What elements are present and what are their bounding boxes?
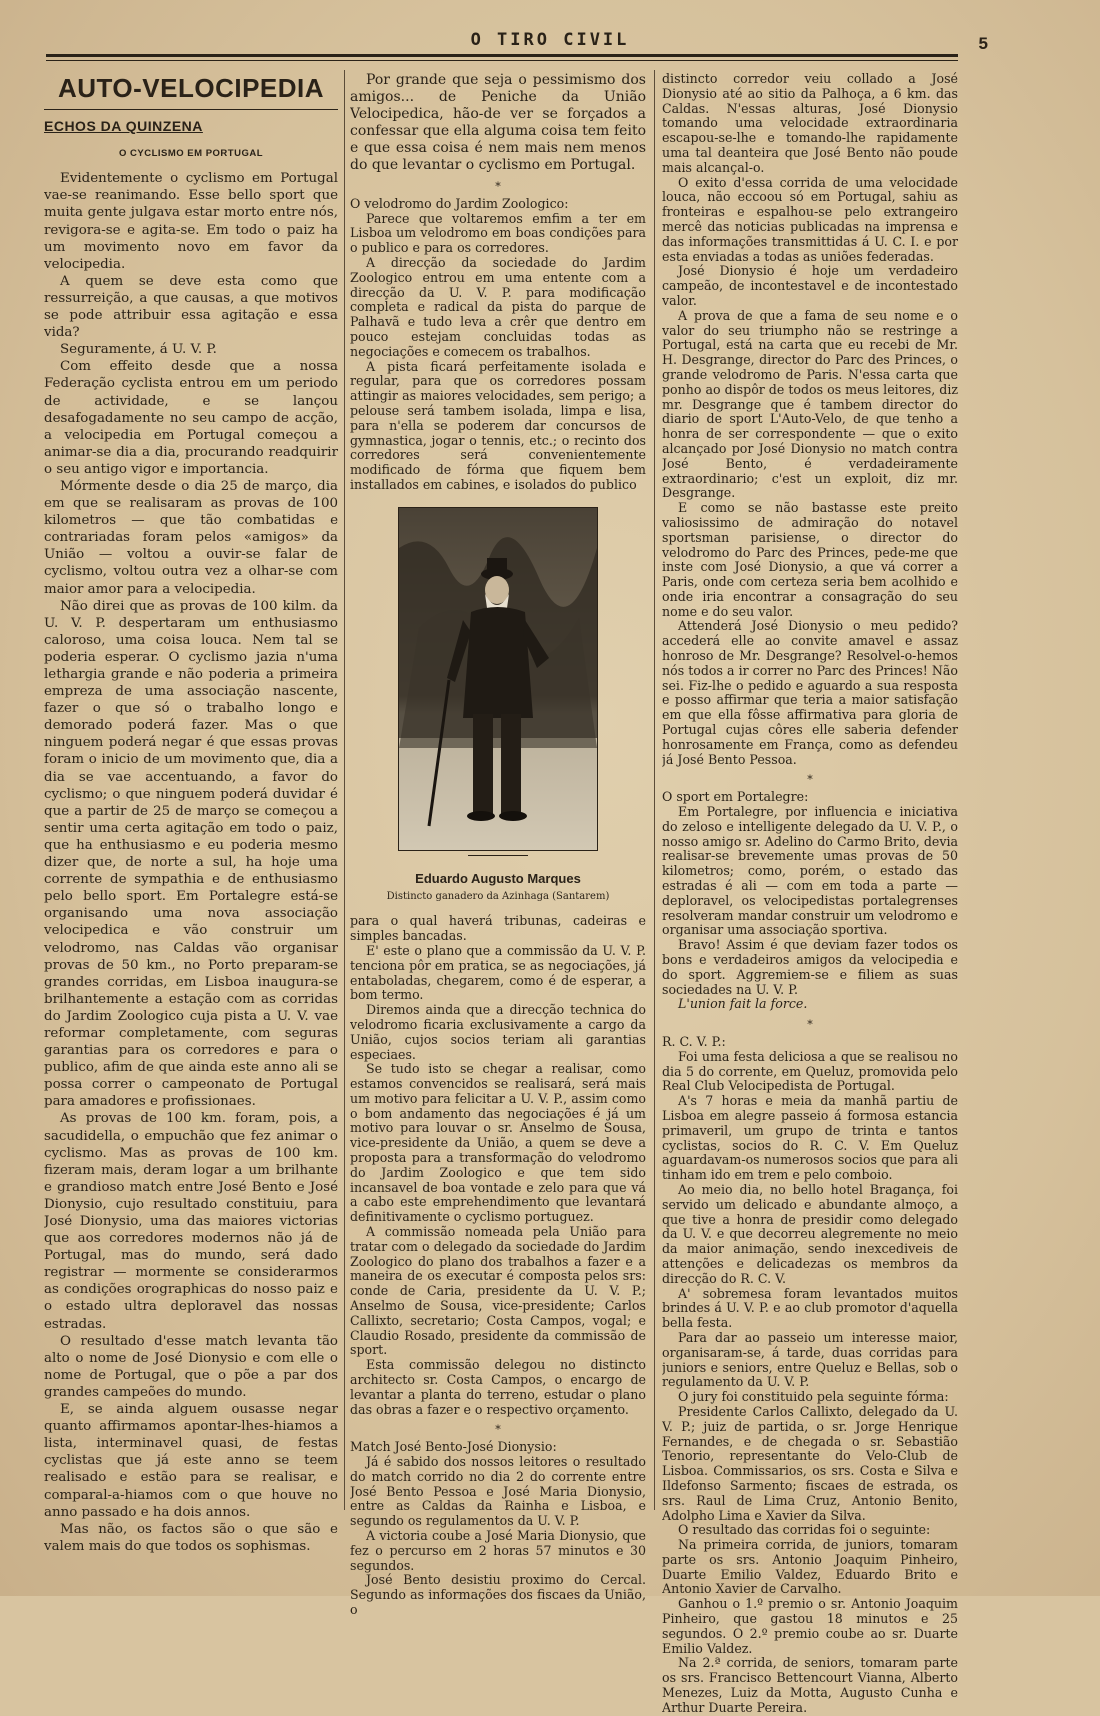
paragraph: A's 7 horas e meia da manhã partiu de Lisboa em alegre passeio á formosa estancia primaveril, um grupo de trinta e tantos cyclistas, socios do R. C. V. Em Queluz aguardavam-os numerosos socios que para ali tinham ido em trem e pelo comboio. [662,1093,958,1183]
paragraph: distincto corredor veiu collado a José Dionysio até ao sitio da Palhoça, a 6 km. das Caldas. N'essas alturas, José Dionysio tomando uma velocidade extraordinaria escapou-se-lhe e tomando-lhe rapidamente uma tal deanteira que José Bento não poude mais alcançal-o. [662,72,958,175]
paragraph: Parece que voltaremos emfim a ter em Lisboa um velodromo em boas condições para o publico e para os corredores. [350,210,646,256]
paragraph: Diremos ainda que a direcção technica do velodromo ficaria exclusivamente a cargo da União, cujos socios teriam ali garantias especiaes. [350,1002,646,1062]
running-title: O TIRO CIVIL [470,30,630,50]
section-heading: ECHOS DA QUINZENA [44,118,203,135]
paragraph: Já é sabido dos nossos leitores o resultado do match corrido no dia 2 do corrente entre José Bento Pessoa e José Maria Dionysio, entre as Caldas da Rainha e Lisboa, e segundo os regulamentos da U. V. P. [350,1454,646,1529]
paragraph: A pista ficará perfeitamente isolada e regular, para que os corredores possam attingir as maiores velocidades, sem perigo; a pelouse será tambem isolada, limpa e lisa, para n'ella se poderem dar concursos de gymnastica, jogar o tennis, etc.; o recinto dos corredores será convenientemente modificado de fórma que fiquem bem installados em cabines, e isolados do publico [350,358,646,492]
paragraph: Foi uma festa deliciosa a que se realisou no dia 5 do corrente, em Queluz, promovida pelo Real Club Velocipedista de Portugal. [662,1048,958,1094]
paragraph: Para dar ao passeio um interesse maior, organisaram-se, á tarde, duas corridas para juniors e seniors, entre Queluz e Bellas, sob o regulamento da U. V. P. [662,1329,958,1390]
title-rule [44,109,338,110]
portrait-photo [398,507,598,851]
paragraph: Na primeira corrida, de juniors, tomaram parte os srs. Antonio Joaquim Pinheiro, Duarte Emilio Valdez, Eduardo Brito e Antonio Xavier de Carvalho. [662,1537,958,1597]
paragraph: Em Portalegre, por influencia e iniciativa do zeloso e intelligente delegado da U. V. P., o nosso amigo sr. Adelino do Carmo Brito, devia realisar-se brevemente umas provas de 50 kilometros; como, porém, o estado das estradas é ali — com em toda a parte — deploravel, os velocipedistas portalegrenses resolveram mandar construir um velodromo e organisar uma associação sportiva. [662,804,958,938]
motto: L'union fait la force. [678,996,808,1012]
lead-paragraph: Por grande que seja o pessimismo dos amigos... de Peniche da União Velocipedica, hão-de ver se forçados a confessar que ella alguma coisa tem feito e que essa coisa é nem mais nem menos do que levantar o cyclismo em Portugal. [350,72,646,173]
paragraph: E' este o plano que a commissão da U. V. P. tenciona pôr em pratica, se as negociações, já entaboladas, chegarem, como é de esperar, a bom termo. [350,942,646,1003]
subsection-heading: O CYCLISMO EM PORTUGAL [119,148,263,160]
paragraph: A' sobremesa foram levantados muitos brindes á U. V. P. e ao club promotor d'aquella bella festa. [662,1285,958,1331]
paragraph: Mas não, os factos são o que são e valem mais do que todos os sophismas. [44,1521,338,1554]
paragraph: Mórmente desde o dia 25 de março, dia em que se realisaram as provas de 100 kilometros — que tão combatidas e contrariadas foram pelos «amigos» da União — voltou a ouvir-se falar de cyclismo, voltou outra vez a olhar-se com maior amor para a velocipedia. [44,478,338,597]
column-divider [654,70,655,1510]
subheading: O velodromo do Jardim Zoologico: [350,195,569,211]
paragraph: para o qual haverá tribunas, cadeiras e simples bancadas. [350,913,646,944]
header-rule-thick [46,54,958,57]
column-3 [662,72,958,1716]
paragraph: As provas de 100 km. foram, pois, a sacudidella, o empuchão que fez animar o cyclismo. Mas as provas de 100 km. fizeram mais, deram logar a um brilhante e grandioso match entre José Bento e José Dionysio, cujo resultado constituiu, para José Dionysio, uma das maiores victorias que aos corredores modernos não já de Portugal, mas do mundo, será dado registrar — mormente se considerarmos as condições orographicas do nosso paiz e o estado ultra deploravel das nossas estradas. [44,1111,338,1332]
subheading: O sport em Portalegre: [662,789,809,805]
section-separator: * [495,180,501,193]
paragraph: O jury foi constituido pela seguinte fórma: [678,1389,949,1405]
paragraph: E, se ainda alguem ousasse negar quanto affirmamos apontar-lhes-hiamos a lista, interminavel quasi, de festas cyclistas que já este anno se teem realisado e estão para se realisar, e comparal-a-hiamos com o que houve no anno passado e ha dois annos. [44,1402,338,1520]
header-rule-thin [46,60,958,61]
paragraph: Na 2.ª corrida, de seniors, tomaram parte os srs. Francisco Bettencourt Vianna, Alberto Menezes, Luiz da Motta, Augusto Cunha e Arthur Duarte Pereira. [662,1655,958,1715]
section-separator: * [495,1423,501,1437]
paragraph: Com effeito desde que a nossa Federação cyclista entrou em um periodo de actividade, e se lançou desafogadamente no seu campo de acção, a velocipedia em Portugal começou a animar-se dia a dia, procurando readquirir o seu antigo vigor e importancia. [44,359,338,477]
subheading: Match José Bento-José Dionysio: [350,1439,557,1455]
paragraph: A prova de que a fama de seu nome e o valor do seu triumpho não se restringe a Portugal, está na carta que eu recebi de Mr. H. Desgrange, director do Parc des Princes, o grande velodromo de Paris. N'essa carta que ponho ao dispôr de todos os meus leitores, diz mr. Desgrange que é tambem director do diario de sport L'Auto-Velo, de que tenho a honra de ser correspondente — que o exito alcançado por José Dionysio no match contra José Bento, é verdadeiramente extraordinario; c'est un exploit, diz mr. Desgrange. [662,307,958,501]
paragraph: José Dionysio é hoje um verdadeiro campeão, de incontestavel e de incontestado valor. [662,263,958,308]
paragraph: Seguramente, á U. V. P. [60,342,217,358]
subheading: R. C. V. P.: [662,1034,726,1049]
section-separator: * [807,773,813,787]
portrait-figure [398,507,598,856]
paragraph: E como se não bastasse este preito valiosissimo de admiração do notavel sportsman parisiense, o director do velodromo do Parc des Princes, pede-me que inste com José Dionysio, a que vá correr a Paris, onde com certeza seria bem acolhido e onde iria encontrar a consagração do seu nome e do seu valor. [662,500,958,619]
column-1 [44,72,338,1555]
paragraph: Presidente Carlos Callixto, delegado da U. V. P.; juiz de partida, o sr. Jorge Henrique Fernandes, e de chegada o sr. Sebastião Tenorio, representante do Velo-Club de Lisboa. Commissarios, os srs. Costa e Silva e Ildefonso Sarmento; fiscaes de estrada, os srs. Raul de Lima Cruz, Antonio Benito, Adolpho Lima e Xavier da Silva. [662,1403,958,1523]
paragraph: Bravo! Assim é que deviam fazer todos os bons e verdadeiros amigos da velocipedia e do sport. Aggremiem-se e filiem as suas sociedades na U. V. P. [662,937,958,997]
paragraph: A victoria coube a José Maria Dionysio, que fez o percurso em 2 horas 57 minutos e 30 segundos. [350,1528,646,1573]
column-2 [350,72,646,1618]
paragraph: Se tudo isto se chegar a realisar, como estamos convencidos se realisará, será mais um motivo para felicitar a U. V. P., assim como o bom andamento das negociações é já um motivo para louvar o sr. Anselmo de Sousa, vice-presidente da União, a quem se deve a proposta para a transformação do velodromo do Jardim Zoologico e que tem sido incansavel de boa vontade e zelo para que vá a cabo este emprehendimento que levantará definitivamente o cyclismo portuguez. [350,1061,646,1225]
paragraph: O resultado das corridas foi o seguinte: [678,1522,931,1538]
section-separator: * [807,1018,813,1032]
column-divider [344,70,345,1510]
paragraph: O exito d'essa corrida de uma velocidade louca, não eccoou só em Portugal, sahiu as fronteiras e espalhou-se pelo extrangeiro mercê das noticias publicadas na imprensa e das informações transmittidas á U. C. I. e por esta enviadas a todas as uniões federadas. [662,174,958,264]
paragraph: Attenderá José Dionysio o meu pedido? accederá elle ao convite amavel e assaz honroso de Mr. Desgrange? Resolvel-o-hemos nós todos a ir correr no Parc des Princes! Não sei. Fiz-lhe o pedido e aguardo a sua resposta e posso affirmar que teria a maior satisfação em que ella fôsse affirmativa para gloria de Portugal cujas côres elle saberia defender honrosamente em França, como as defendeu já José Bento Pessoa. [662,618,958,767]
paragraph: Não direi que as provas de 100 kilm. da U. V. P. despertaram um enthusiasmo caloroso, uma coisa louca. Nem tal se poderia esperar. O cyclismo jazia n'uma lethargia grande e não poderia a primeira empreza de uma associação nascente, fazer o que só o trabalho longo e demorado poderá fazer. Mas o que ninguem poderá negar é que essas provas foram o inicio de um movimento que, dia a dia se vae accentuando, a favor do cyclismo; o que ninguem poderá duvidar é que a partir de 25 de março se começou a sentir uma certa agitação em todo o paiz, que ha enthusiasmo e eu poderia mesmo dizer que, de norte a sul, ha hoje uma corrente de sympathia e de enthusiasmo pelo bello sport. Em Portalegre está-se organisando uma nova associação velocipedica e vão construir um velodromo, nas Caldas vão organisar provas de 50 km., no Porto preparam-se grandes corridas, em Lisboa inaugura-se brilhantemente a estação com as corridas do Jardim Zoologico cuja pista a U. V. vae reformar completamente, com seguras garantias para os corredores e para o publico, afim de que ainda este anno ali se possa correr o campeonato de Portugal para amadores e profissionaes. [44,598,338,1110]
paragraph: Esta commissão delegou no distincto architecto sr. Costa Campos, o encargo de levantar a planta do terreno, estudar o plano das obras a fazer e o respectivo orçamento. [350,1357,646,1417]
paragraph: Evidentemente o cyclismo em Portugal vae-se reanimando. Esse bello sport que muita gente julgava estar morto entre nós, revigora-se e agita-se. Em todo o paiz ha um movimento novo em favor da velocipedia. [44,171,338,272]
paragraph: A quem se deve esta como que ressurreição, a que causas, a que motivos se pode attribuir essa agitação e essa vida? [44,273,338,341]
paragraph: Ao meio dia, no bello hotel Bragança, foi servido um delicado e abundante almoço, a que tive a honra de presidir como delegado da U. V. e que decorreu alegremente no meio da maior animação, sendo inexcediveis de attenções e delicadezas os membros da direcção do R. C. V. [662,1181,958,1286]
figure-caption: Eduardo Augusto Marques [415,870,581,886]
paragraph: A direcção da sociedade do Jardim Zoologico entrou em uma entente com a direcção da U. V. P. para modificação completa e radical da pista do parque de Palhavã e tudo leva a crêr que dentro em pouco estejam concluidas todas as negociações e comecem os trabalhos. [350,254,646,359]
portrait-illustration [399,508,597,850]
paragraph: José Bento desistiu proximo do Cercal. Segundo as informações dos fiscaes da União, o [350,1572,646,1617]
paragraph: Ganhou o 1.º premio o sr. Antonio Joaquim Pinheiro, que gastou 18 minutos e 25 segundos. O 2.º premio coube ao sr. Duarte Emilio Valdez. [662,1596,958,1656]
divider-line [468,855,528,856]
article-title: AUTO-VELOCIPEDIA [57,73,325,103]
paragraph: A commissão nomeada pela União para tratar com o delegado da sociedade do Jardim Zoologico do plano dos trabalhos a fazer e a maneira de os executar é composta pelos srs: conde de Caria, presidente da U. V. P.; Anselmo de Sousa, vice-presidente; Carlos Callixto, secretario; Costa Campos, vogal; e Claudio Rosado, presidente da commissão de sport. [350,1224,646,1358]
figure-subcaption: Distincto ganadero da Azinhaga (Santarem) [386,890,610,902]
page-number: 5 [978,34,988,53]
paragraph: O resultado d'esse match levanta tão alto o nome de José Dionysio e com elle o nome de Portugal, que o põe a par dos grandes campeões do mundo. [44,1333,338,1400]
